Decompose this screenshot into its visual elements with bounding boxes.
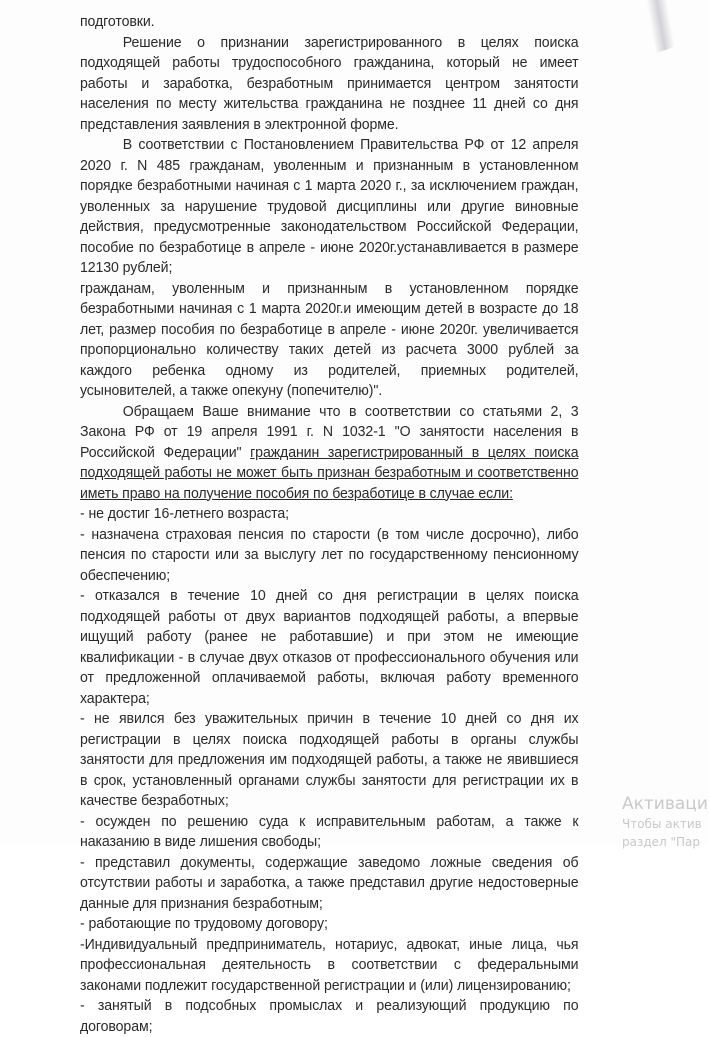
condition-item: - не явился без уважительных причин в течение 10 дней со дня их регистрации в целях поиска подходящей работы в органы службы занятости для предложения им подходящей работы, а также не явившиеся в срок, установленный органами службы занятости для регистрации их в качестве безработных; bbox=[80, 710, 579, 809]
condition-item: - работающие по трудовому договору; bbox=[80, 915, 328, 932]
page-fold-shadow bbox=[631, 0, 689, 55]
windows-activation-watermark bbox=[622, 793, 708, 851]
notice-underlined: гражданин зарегистрированный в целях поиска подходящей работы не может быть признан безработным и соответственно иметь право на получение пособия по безработице в случае если: bbox=[80, 443, 579, 502]
watermark-title: Активаци bbox=[622, 794, 708, 814]
condition-item: -Индивидуальный предприниматель, нотариус, адвокат, иные лица, чья профессиональная деятельность в соответствии с федеральными законами подлежит государственной регистрации и (или) лицензированию; bbox=[80, 935, 579, 994]
notice-intro: Обращаем Ваше внимание что в соответствии со статьями 2, 3 Закона РФ от 19 апреля 1991 г. N 1032-1 "О занятости населения в Российской Федерации" bbox=[80, 402, 579, 461]
condition-item: - не достиг 16-летнего возраста; bbox=[80, 505, 290, 522]
paragraph-notice bbox=[80, 402, 578, 505]
lead-line: подготовки. bbox=[80, 13, 155, 30]
condition-item: - отказался в течение 10 дней со дня регистрации в целях поиска подходящей работы от двух вариантов подходящей работы, а впервые ищущий работу (ранее не работавшие) и при этом не имеющие квалификации - в случае двух отказов от профессионального обучения или от предложенной оплачиваемой работы, включая работу временного характера; bbox=[80, 587, 579, 707]
condition-item: - назначена страховая пенсия по старости (в том числе досрочно), либо пенсия по старости или за выслугу лет по государственному пенсионному обеспечению; bbox=[80, 525, 579, 584]
paragraph-decision: Решение о признании зарегистрированного в целях поиска подходящей работы трудоспособного гражданина, который не имеет работы и заработка, безработным принимается центром занятости населения по месту жительства гражданина не позднее 11 дней со дня представления заявления в электронной форме. bbox=[80, 33, 579, 133]
watermark-subtitle-2: раздел "Пар bbox=[622, 835, 701, 849]
paragraph-children-allowance: гражданам, уволенным и признанным в установленном порядке безработными начиная с 1 марта 2020г.и имеющим детей в возрасте до 18 лет, размер пособия по безработице в апреле - июне 2020г. увеличивается пропорционально количеству таких детей из расчета 3000 рублей за каждого ребенка одному из родителей, приемных родителей, усыновителей, а также опекуну (попечителю)". bbox=[80, 279, 579, 399]
condition-item: - занятый в подсобных промыслах и реализующий продукцию по договорам; bbox=[80, 997, 579, 1035]
condition-item: - осужден по решению суда к исправительным работам, а также к наказанию в виде лишения свободы; bbox=[80, 812, 579, 850]
document-body bbox=[80, 12, 578, 1037]
watermark-subtitle: Чтобы актив bbox=[622, 817, 702, 831]
condition-item: - представил документы, содержащие заведомо ложные сведения об отсутствии работы и заработка, а также представил другие недостоверные данные для признания безработным; bbox=[80, 853, 579, 912]
paragraph-resolution-485: В соответствии с Постановлением Правительства РФ от 12 апреля 2020 г. N 485 гражданам, уволенным и признанным в установленном порядке безработными начиная с 1 марта 2020 г., за исключением граждан, уволенных за нарушение трудовой дисциплины или другие виновные действия, предусмотренные законодательством Российской Федерации, пособие по безработице в апреле - июне 2020г.устанавливается в размере 12130 рублей; bbox=[80, 136, 579, 276]
